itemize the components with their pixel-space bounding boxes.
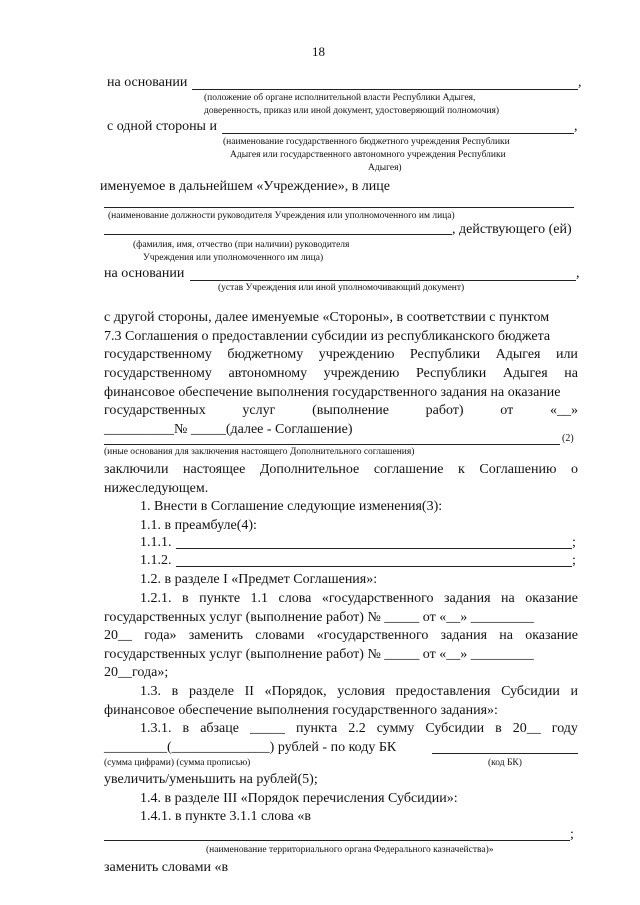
party-one-note-3: Адыгея) (368, 163, 402, 173)
position-blank[interactable] (104, 207, 574, 208)
replace-label: заменить словами «в (104, 860, 229, 875)
item-1-2-1-d: государственных услуг (выполнение работ) № _____ от «__» _________ (104, 647, 534, 662)
party-one-blank[interactable] (222, 133, 574, 134)
item-1-2-1-b: государственных услуг (выполнение работ) № _____ от «__» _________ (104, 610, 534, 625)
item-1-1-2: 1.1.2. (140, 553, 172, 568)
item-1-2-1-c: 20__ года» заменить словами «государственного задания на оказание (104, 628, 578, 643)
party-one-label: с одной стороны и (107, 119, 217, 134)
party-one-comma: , (574, 119, 578, 134)
para-line-9: заключили настоящее Дополнительное соглашение к Соглашению о (104, 462, 578, 477)
basis2-comma: , (576, 266, 580, 281)
para-line-5: финансовое обеспечение выполнения государственного задания на оказание (104, 385, 561, 400)
item-1: 1. Внести в Соглашение следующие изменения(3): (140, 499, 443, 514)
party-one-note-1: (наименование государственного бюджетного учреждения Республики (223, 137, 510, 147)
item-1-4: 1.4. в разделе III «Порядок перечисления Субсидии»: (140, 791, 458, 806)
other-basis-blank[interactable] (104, 444, 560, 445)
sum-note: (сумма цифрами) (сумма прописью) (104, 758, 251, 768)
item-1-3-1-c: увеличить/уменьшить на рублей(5); (104, 772, 318, 787)
item-1-2: 1.2. в разделе I «Предмет Соглашения»: (140, 572, 378, 587)
basis2-label: на основании (104, 266, 185, 281)
item-1-1-1: 1.1.1. (140, 535, 172, 550)
basis-blank[interactable] (192, 89, 578, 90)
name-note-1: (фамилия, имя, отчество (при наличии) руководителя (133, 240, 350, 250)
acting-label: , действующего (ей) (452, 222, 572, 237)
item-1-2-1-a: 1.2.1. в пункте 1.1 слова «государственного задания на оказание (140, 591, 578, 606)
name-blank[interactable] (104, 234, 452, 235)
item-1-4-1-end: ; (570, 827, 574, 842)
basis-note-1: (положение об органе исполнительной власти Республики Адыгея, (204, 93, 476, 103)
item-1-1-2-blank[interactable] (176, 566, 572, 567)
position-note: (наименование должности руководителя Учреждения или уполномоченного им лица) (108, 211, 455, 221)
name-note-2: Учреждения или уполномоченного им лица) (143, 253, 324, 263)
page-number: 18 (312, 44, 325, 59)
item-1-1-1-blank[interactable] (176, 548, 572, 549)
basis2-blank[interactable] (190, 280, 576, 281)
institution-label: именуемое в дальнейшем «Учреждение», в лице (100, 179, 390, 194)
item-1-4-1: 1.4.1. в пункте 3.1.1 слова «в (140, 809, 311, 824)
para-line-1: с другой стороны, далее именуемые «Стороны», в соответствии с пунктом (104, 310, 550, 325)
treasury-note: (наименование территориального органа Федерального казначейства)» (206, 845, 494, 855)
item-1-3-a: 1.3. в разделе II «Порядок, условия предоставления Субсидии и (140, 684, 578, 699)
basis-comma: , (578, 75, 582, 90)
item-1-3-1-b: _________(______________) рублей - по коду БК (104, 740, 397, 755)
party-one-note-2: Адыгея или государственного автономного учреждения Республики (230, 150, 506, 160)
item-1-1-1-end: ; (572, 535, 576, 550)
item-1-3-1-a: 1.3.1. в абзаце _____ пункта 2.2 сумму Субсидии в 20__ году (140, 721, 578, 736)
para-line-2: 7.3 Соглашения о предоставлении субсидии из республиканского бюджета (104, 329, 551, 344)
other-basis-note: (иные основания для заключения настоящего Дополнительного соглашения) (104, 447, 415, 457)
item-1-1-2-end: ; (572, 553, 576, 568)
footnote-2: (2) (562, 433, 574, 444)
item-1-1: 1.1. в преамбуле(4): (140, 518, 257, 533)
basis2-note: (устав Учреждения или иной уполномочивающий документ) (218, 283, 465, 293)
para-line-6: государственных услуг (выполнение работ) от «__» (104, 403, 578, 418)
item-1-3-b: финансовое обеспечение выполнения государственного задания»: (104, 703, 498, 718)
kbk-blank[interactable] (432, 753, 578, 754)
item-1-2-1-e: 20__года»; (104, 665, 169, 680)
para-line-3: государственному бюджетному учреждению Республики Адыгея или (104, 347, 578, 362)
basis-note-2: доверенность, приказ или иной документ, удостоверяющий полномочия) (204, 106, 500, 116)
treasury-blank[interactable] (104, 840, 570, 841)
para-line-4: государственному автономному учреждению Республики Адыгея на (104, 366, 578, 381)
kbk-note: (код БК) (488, 758, 522, 768)
basis-label: на основании (107, 75, 188, 90)
para-line-7: __________№ _____(далее - Соглашение) (104, 422, 353, 437)
para-line-10: нижеследующем. (104, 481, 209, 496)
